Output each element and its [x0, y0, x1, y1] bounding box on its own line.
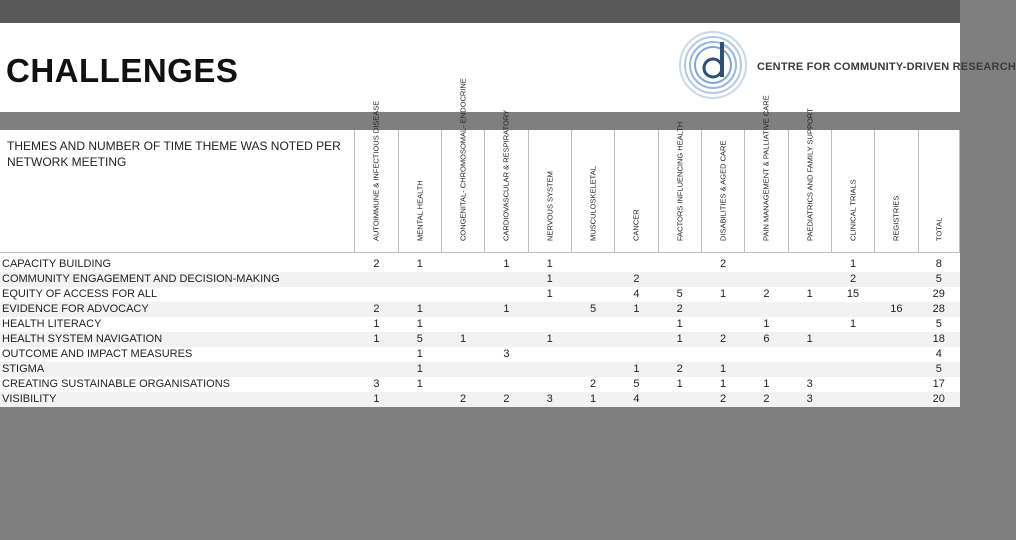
- count-cell: [875, 392, 918, 407]
- total-cell: 8: [918, 257, 959, 272]
- total-cell: 29: [918, 287, 959, 302]
- count-cell: [615, 317, 658, 332]
- count-cell: [485, 332, 528, 347]
- row-label: EVIDENCE FOR ADVOCACY: [0, 302, 355, 317]
- column-header-label: CARDIOVASCULAR & RESPIRATORY: [501, 109, 511, 241]
- count-cell: 2: [571, 377, 614, 392]
- count-cell: [355, 287, 398, 302]
- count-cell: 3: [788, 392, 831, 407]
- count-cell: [658, 257, 701, 272]
- count-cell: 2: [441, 392, 484, 407]
- count-cell: 1: [528, 257, 571, 272]
- count-cell: 16: [875, 302, 918, 317]
- total-cell: 28: [918, 302, 959, 317]
- count-cell: [875, 287, 918, 302]
- column-header-label: NERVOUS SYSTEM: [545, 171, 555, 241]
- table-header-row: [0, 130, 960, 253]
- count-cell: [875, 362, 918, 377]
- column-header-label: REGISTRIES: [891, 195, 901, 241]
- slide-title: CHALLENGES: [6, 52, 239, 89]
- count-cell: [441, 287, 484, 302]
- count-cell: [745, 347, 788, 362]
- count-cell: 1: [831, 317, 874, 332]
- count-cell: 1: [701, 287, 744, 302]
- column-header: [658, 121, 701, 253]
- count-cell: [528, 347, 571, 362]
- top-bar: [0, 0, 960, 23]
- count-cell: [701, 317, 744, 332]
- count-cell: [788, 272, 831, 287]
- count-cell: 1: [528, 272, 571, 287]
- count-cell: 1: [398, 377, 441, 392]
- count-cell: 1: [745, 377, 788, 392]
- total-cell: 20: [918, 392, 959, 407]
- column-header: [918, 130, 959, 253]
- row-label: OUTCOME AND IMPACT MEASURES: [0, 347, 355, 362]
- table-row: [0, 347, 960, 362]
- row-label: HEALTH LITERACY: [0, 317, 355, 332]
- count-cell: 1: [355, 392, 398, 407]
- count-cell: 1: [658, 332, 701, 347]
- themes-table: [0, 78, 960, 405]
- table-corner-label: THEMES AND NUMBER OF TIME THEME WAS NOTED PER NETWORK MEETING: [0, 130, 355, 253]
- count-cell: [528, 302, 571, 317]
- count-cell: 1: [831, 257, 874, 272]
- row-label: STIGMA: [0, 362, 355, 377]
- count-cell: 3: [788, 377, 831, 392]
- count-cell: [788, 347, 831, 362]
- column-header-label: PAEDIATRICS AND FAMILY SUPPORT: [805, 108, 815, 241]
- count-cell: [745, 272, 788, 287]
- count-cell: [571, 332, 614, 347]
- count-cell: 2: [658, 362, 701, 377]
- table-row: [0, 392, 960, 407]
- count-cell: [788, 317, 831, 332]
- count-cell: [485, 272, 528, 287]
- count-cell: 15: [831, 287, 874, 302]
- count-cell: 1: [398, 302, 441, 317]
- column-header: [355, 100, 398, 253]
- count-cell: [875, 317, 918, 332]
- total-cell: 17: [918, 377, 959, 392]
- total-cell: 4: [918, 347, 959, 362]
- total-cell: 18: [918, 332, 959, 347]
- count-cell: 3: [528, 392, 571, 407]
- count-cell: 2: [701, 392, 744, 407]
- row-label: VISIBILITY: [0, 392, 355, 407]
- count-cell: [615, 347, 658, 362]
- count-cell: 1: [398, 317, 441, 332]
- count-cell: [441, 362, 484, 377]
- count-cell: 2: [615, 272, 658, 287]
- count-cell: [745, 362, 788, 377]
- count-cell: 1: [485, 257, 528, 272]
- column-header: [745, 95, 788, 253]
- column-header: [875, 130, 918, 253]
- column-header-label: CLINICAL TRIALS: [848, 179, 858, 241]
- table-row: [0, 272, 960, 287]
- count-cell: 5: [615, 377, 658, 392]
- column-header: [398, 130, 441, 253]
- count-cell: [658, 392, 701, 407]
- column-header-label: MENTAL HEALTH: [415, 180, 425, 241]
- logo-text: CENTRE FOR COMMUNITY-DRIVEN RESEARCH: [757, 61, 1016, 73]
- count-cell: [528, 377, 571, 392]
- count-cell: 1: [441, 332, 484, 347]
- count-cell: 2: [701, 257, 744, 272]
- count-cell: [615, 257, 658, 272]
- count-cell: 1: [398, 362, 441, 377]
- count-cell: 1: [355, 317, 398, 332]
- count-cell: 6: [745, 332, 788, 347]
- count-cell: [831, 302, 874, 317]
- count-cell: [485, 377, 528, 392]
- row-label: CAPACITY BUILDING: [0, 257, 355, 272]
- column-header: [571, 130, 614, 253]
- count-cell: [571, 287, 614, 302]
- count-cell: [441, 272, 484, 287]
- count-cell: 2: [745, 392, 788, 407]
- table-row: [0, 377, 960, 392]
- column-header: [485, 109, 528, 253]
- count-cell: [441, 317, 484, 332]
- count-cell: [441, 377, 484, 392]
- count-cell: 1: [528, 287, 571, 302]
- count-cell: [615, 332, 658, 347]
- count-cell: 1: [788, 332, 831, 347]
- count-cell: 1: [615, 362, 658, 377]
- column-header-label: TOTAL: [934, 217, 944, 241]
- total-cell: 5: [918, 317, 959, 332]
- count-cell: [788, 362, 831, 377]
- row-label: COMMUNITY ENGAGEMENT AND DECISION-MAKING: [0, 272, 355, 287]
- count-cell: 2: [658, 302, 701, 317]
- table-row: [0, 287, 960, 302]
- count-cell: [745, 302, 788, 317]
- count-cell: [355, 347, 398, 362]
- count-cell: [485, 362, 528, 377]
- count-cell: 5: [398, 332, 441, 347]
- count-cell: [788, 257, 831, 272]
- column-header: [701, 130, 744, 253]
- count-cell: [571, 347, 614, 362]
- column-header: [788, 108, 831, 253]
- logo-icon: [678, 30, 748, 100]
- total-cell: 5: [918, 272, 959, 287]
- count-cell: [875, 257, 918, 272]
- count-cell: 5: [571, 302, 614, 317]
- column-header: [528, 130, 571, 253]
- count-cell: [441, 302, 484, 317]
- column-header-label: DISABILITIES & AGED CARE: [718, 140, 728, 241]
- count-cell: 5: [658, 287, 701, 302]
- count-cell: [355, 272, 398, 287]
- count-cell: [398, 392, 441, 407]
- count-cell: 4: [615, 392, 658, 407]
- count-cell: 1: [658, 377, 701, 392]
- count-cell: 1: [485, 302, 528, 317]
- count-cell: [571, 362, 614, 377]
- count-cell: [658, 272, 701, 287]
- count-cell: [831, 392, 874, 407]
- column-header-label: FACTORS INFLUENCING HEALTH: [675, 121, 685, 241]
- column-header-label: CONGENITAL- CHROMOSOMAL- ENDOCRINE: [458, 78, 468, 241]
- row-label: HEALTH SYSTEM NAVIGATION: [0, 332, 355, 347]
- table-row: [0, 332, 960, 347]
- count-cell: [441, 347, 484, 362]
- count-cell: [831, 362, 874, 377]
- count-cell: 1: [355, 332, 398, 347]
- count-cell: [658, 347, 701, 362]
- count-cell: [701, 272, 744, 287]
- count-cell: [441, 257, 484, 272]
- count-cell: [398, 272, 441, 287]
- table-row: [0, 317, 960, 332]
- count-cell: [571, 272, 614, 287]
- column-header: [441, 78, 484, 253]
- count-cell: [745, 257, 788, 272]
- count-cell: 1: [398, 257, 441, 272]
- table-row: [0, 362, 960, 377]
- count-cell: [485, 287, 528, 302]
- count-cell: 2: [745, 287, 788, 302]
- count-cell: [788, 302, 831, 317]
- row-label: EQUITY OF ACCESS FOR ALL: [0, 287, 355, 302]
- count-cell: 2: [701, 332, 744, 347]
- count-cell: 1: [788, 287, 831, 302]
- count-cell: 1: [701, 377, 744, 392]
- row-label: CREATING SUSTAINABLE ORGANISATIONS: [0, 377, 355, 392]
- count-cell: [875, 377, 918, 392]
- column-header: [615, 130, 658, 253]
- count-cell: [571, 257, 614, 272]
- table-row: [0, 302, 960, 317]
- table-row: [0, 257, 960, 272]
- count-cell: [875, 272, 918, 287]
- count-cell: [831, 347, 874, 362]
- count-cell: 2: [355, 302, 398, 317]
- count-cell: [571, 317, 614, 332]
- count-cell: 3: [485, 347, 528, 362]
- count-cell: [875, 332, 918, 347]
- count-cell: 1: [571, 392, 614, 407]
- column-header-label: MUSCULOSKELETAL: [588, 166, 598, 241]
- count-cell: 2: [485, 392, 528, 407]
- column-header: [831, 130, 874, 253]
- count-cell: [485, 317, 528, 332]
- count-cell: 1: [745, 317, 788, 332]
- count-cell: [398, 287, 441, 302]
- count-cell: 2: [355, 257, 398, 272]
- count-cell: [528, 317, 571, 332]
- count-cell: [528, 362, 571, 377]
- count-cell: [701, 347, 744, 362]
- count-cell: [875, 347, 918, 362]
- column-header-label: CANCER: [631, 209, 641, 241]
- count-cell: [701, 302, 744, 317]
- count-cell: 3: [355, 377, 398, 392]
- count-cell: [355, 362, 398, 377]
- table-body: [0, 253, 960, 408]
- count-cell: 1: [701, 362, 744, 377]
- count-cell: 1: [658, 317, 701, 332]
- column-header-label: AUTOIMMUNE & INFECTIOUS DISEASE: [371, 100, 381, 241]
- count-cell: 1: [528, 332, 571, 347]
- count-cell: [831, 332, 874, 347]
- count-cell: 1: [398, 347, 441, 362]
- count-cell: 4: [615, 287, 658, 302]
- count-cell: 1: [615, 302, 658, 317]
- total-cell: 5: [918, 362, 959, 377]
- column-header-label: PAIN MANAGEMENT & PALLIATIVE CARE: [761, 95, 771, 241]
- count-cell: [831, 377, 874, 392]
- count-cell: 2: [831, 272, 874, 287]
